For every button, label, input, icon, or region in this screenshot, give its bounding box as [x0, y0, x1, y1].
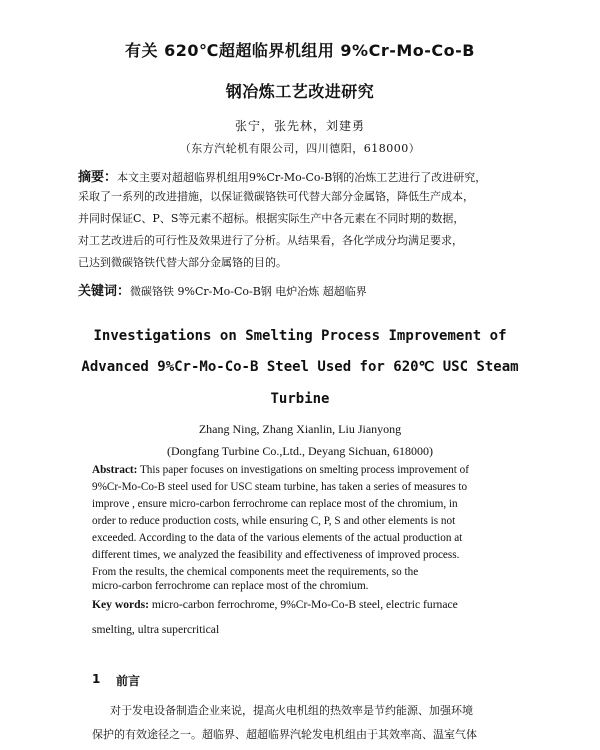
section-number: 1: [92, 672, 101, 686]
cn-authors: 张宁，张先林，刘建勇: [234, 119, 365, 133]
en-authors: Zhang Ning, Zhang Xianlin, Liu Jianyong: [198, 422, 402, 436]
cn-abstract-line: 采取了一系列的改进措施，以保证微碳铬铁可代替大部分金属铬，降低生产成本，: [78, 190, 474, 203]
en-keywords-continued: smelting, ultra supercritical: [92, 623, 220, 636]
cn-abstract: [78, 166, 486, 185]
section-title: 前言: [116, 674, 141, 688]
cn-abstract-line: 本文主要对超超临界机组用9%Cr-Mo-Co-B钢的冶炼工艺进行了改进研究，: [117, 171, 487, 184]
cn-keywords-label: 关键词：: [78, 284, 131, 299]
en-abstract-line: 9%Cr-Mo-Co-B steel used for USC steam turbine, has taken a series of measures to: [92, 481, 468, 493]
en-abstract-line: This paper focuses on investigations on smelting process improvement of: [137, 464, 469, 476]
en-abstract-line: different times, we analyzed the feasibility and effectiveness of improved process.: [92, 549, 460, 561]
en-title-line-2: Advanced 9%Cr-Mo-Co-B Steel Used for 620℃ USC Steam: [81, 359, 519, 375]
cn-abstract-line: 已达到微碳铬铁代替大部分金属铬的目的。: [78, 256, 287, 269]
en-title-line-1: Investigations on Smelting Process Improvement of: [93, 328, 507, 344]
en-abstract-line: micro-carbon ferrochrome can replace most of the chromium.: [92, 580, 369, 592]
cn-keywords-text: 微碳铬铁 9%Cr-Mo-Co-B钢 电炉冶炼 超超临界: [130, 285, 367, 298]
en-abstract-line: exceeded. According to the data of the various elements of the actual production at: [92, 532, 463, 544]
cn-keywords: [78, 280, 367, 299]
cn-abstract-label: 摘要：: [78, 170, 118, 185]
en-abstract-label: Abstract:: [92, 464, 138, 476]
cn-abstract-line: 并同时保证C、P、S等元素不超标。根据实际生产中各元素在不同时期的数据，: [78, 212, 465, 225]
en-abstract-line: order to reduce production costs, while ensuring C, P, S and other elements is not: [92, 515, 456, 527]
en-abstract-line: From the results, the chemical components meet the requirements, so the: [92, 566, 419, 578]
cn-title-line-2: 钢冶炼工艺改进研究: [225, 82, 375, 101]
section-body-line: 保护的有效途径之一。超临界、超超临界汽轮发电机组由于其效率高、温室气体: [92, 728, 477, 741]
en-keywords-text: micro-carbon ferrochrome, 9%Cr-Mo-Co-B steel, electric furnace: [149, 598, 458, 611]
en-keywords-label: Key words:: [92, 598, 149, 611]
en-abstract: [92, 464, 469, 476]
en-affiliation: (Dongfang Turbine Co.,Ltd., Deyang Sichuan, 618000): [167, 444, 433, 458]
en-title-line-3: Turbine: [270, 391, 330, 407]
en-abstract-line: improve , ensure micro-carbon ferrochrome can replace most of the chromium, in: [92, 498, 458, 510]
cn-abstract-line: 对工艺改进后的可行性及效果进行了分析。从结果看，各化学成分均满足要求，: [78, 234, 463, 247]
en-keywords: [92, 598, 458, 611]
cn-title-line-1: 有关 620℃超超临界机组用 9%Cr-Mo-Co-B: [125, 41, 475, 60]
section-body-line: 对于发电设备制造企业来说，提高火电机组的热效率是节约能源、加强环境: [110, 704, 473, 717]
cn-affiliation: （东方汽轮机有限公司，四川德阳，618000）: [179, 142, 421, 155]
